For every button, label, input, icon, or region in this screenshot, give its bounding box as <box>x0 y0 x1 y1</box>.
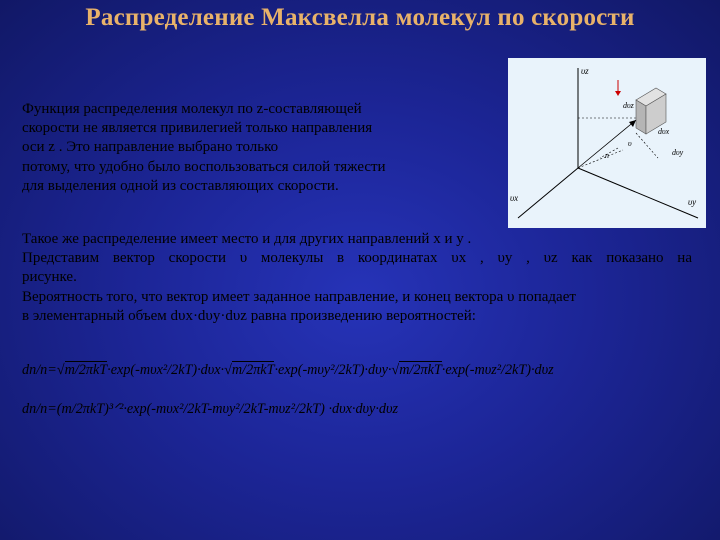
intro-line: скорости не является привилегией только направления <box>22 120 373 137</box>
slide-title: Распределение Максвелла молекул по скорости <box>85 4 635 31</box>
diagram-svg <box>508 58 706 228</box>
axis-y-label: υy <box>688 197 697 207</box>
formula-part: ·exp(-mυx²/2kT)·dυx· <box>107 362 225 378</box>
dvx-label: dυx <box>658 127 670 136</box>
body-line: Такое же распределение имеет место и для других направлений x и y . <box>22 231 472 247</box>
dvz-label: dυz <box>623 101 634 110</box>
intro-paragraph <box>22 100 492 196</box>
body-line: Вероятность того, что вектор имеет заданное направление, и конец вектора υ попадает <box>22 288 576 305</box>
cube-left <box>636 100 646 134</box>
guide-line <box>636 133 658 158</box>
gravity-arrowhead <box>615 91 621 96</box>
formula-product-of-probabilities: dn/n=√m/2πkT·exp(-mυx²/2kT)·dυx·√m/2πkT·exp(-mυy²/2kT)·dυy·√m/2πkT·exp(-mυz²/2kT)·dυz <box>22 362 554 378</box>
x-axis <box>518 168 578 218</box>
intro-line: Функция распределения молекул по z-составляющей <box>22 101 362 117</box>
axis-z-label: υz <box>581 66 589 76</box>
body-line: рисунке. <box>22 269 77 286</box>
velocity-arrowhead <box>629 120 636 127</box>
formula-part: ·exp(-mυz²/2kT)·dυz <box>441 362 554 378</box>
intro-line: оси z . Это направление выбрано только <box>22 139 279 156</box>
y-axis <box>578 168 698 218</box>
velocity-label: υ <box>628 139 632 148</box>
sqrt-term: m/2πkT <box>231 362 275 378</box>
guide-line <box>578 150 623 168</box>
n-label: n <box>605 151 609 160</box>
axis-x-label: υx <box>510 193 519 203</box>
formula-prefix: dn/n= <box>22 362 57 378</box>
intro-line: для выделения одной из составляющих скорости. <box>22 177 339 194</box>
body-line: Представим вектор скорости υ молекулы в координатах υx , υy , υz как показано на <box>22 250 692 267</box>
body-paragraph <box>22 230 692 326</box>
body-line: в элементарный объем dυx·dυy·dυz равна произведению вероятностей: <box>22 307 476 324</box>
velocity-coordinate-diagram <box>508 58 706 228</box>
dvy-label: dυy <box>672 148 684 157</box>
formula-part: ·exp(-mυy²/2kT)·dυy· <box>274 362 392 378</box>
formula-combined: dn/n=(m/2πkT)³ᐟ²·exp(-mυx²/2kT-mυy²/2kT-mυz²/2kT) ·dυx·dυy·dυz <box>22 401 399 417</box>
sqrt-term: m/2πkT <box>64 362 108 378</box>
sqrt-term: m/2πkT <box>399 362 442 378</box>
intro-line: потому, что удобно было воспользоваться силой тяжести <box>22 158 386 175</box>
